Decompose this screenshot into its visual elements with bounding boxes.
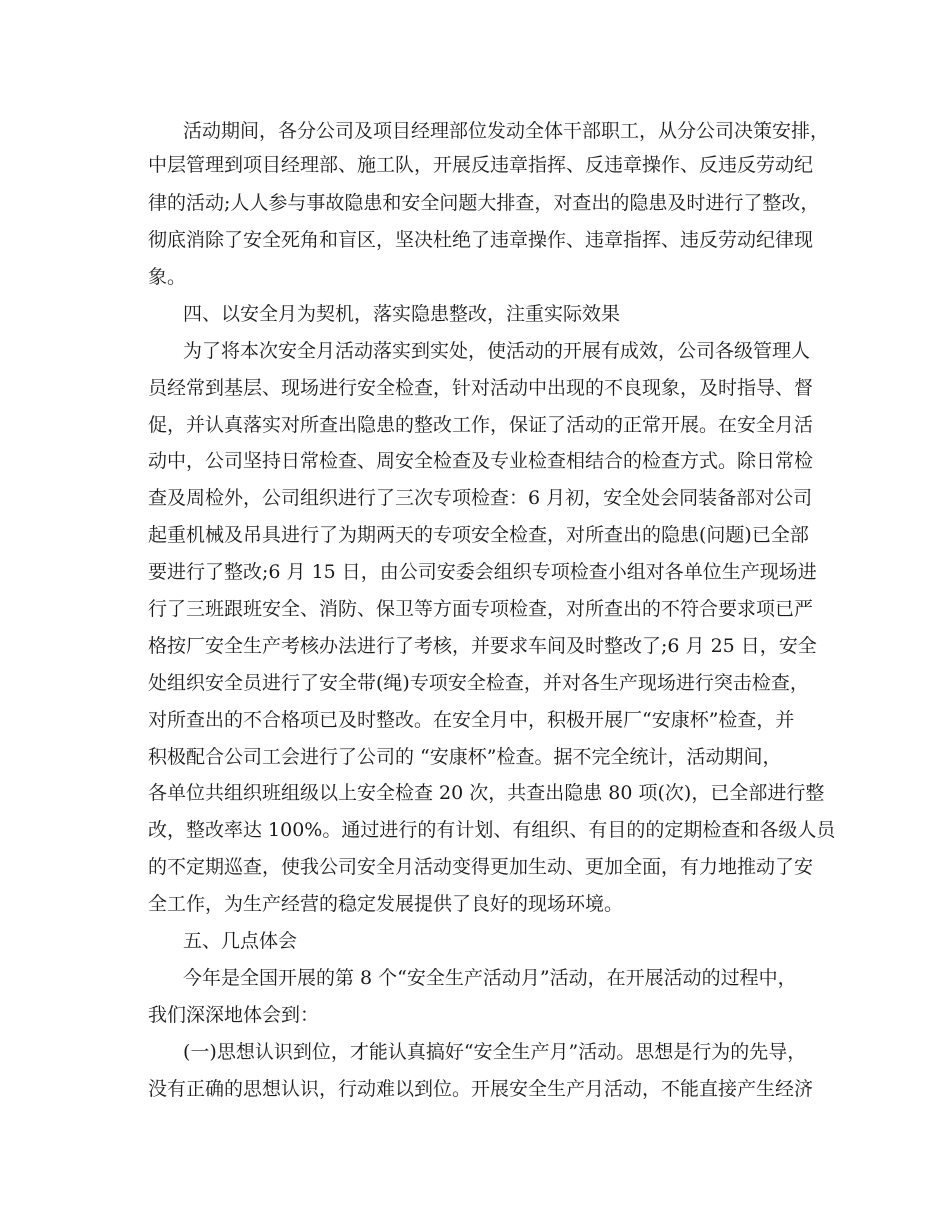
paragraph-line: (一)思想认识到位，才能认真搞好“安全生产月”活动。思想是行为的先导， <box>183 1041 807 1063</box>
paragraph-line: 起重机械及吊具进行了为期两天的专项安全检查，对所查出的隐患(问题)已全部 <box>148 524 809 546</box>
paragraph-line: 动中，公司坚持日常检查、周安全检查及专业检查相结合的检查方式。除日常检 <box>148 450 814 472</box>
paragraph-line: 格按厂安全生产考核办法进行了考核，并要求车间及时整改了;6 月 25 日，安全 <box>148 635 817 657</box>
paragraph-line: 今年是全国开展的第 8 个“安全生产活动月”活动，在开展活动的过程中， <box>183 967 797 989</box>
paragraph-line: 各单位共组织班组级以上安全检查 20 次，共查出隐患 80 项(次)，已全部进行整 <box>148 782 825 804</box>
paragraph-line: 促，并认真落实对所查出隐患的整改工作，保证了活动的正常开展。在安全月活 <box>148 414 814 436</box>
paragraph-line: 的不定期巡查，使我公司安全月活动变得更加生动、更加全面，有力地推动了安 <box>148 856 814 878</box>
section-heading: 五、几点体会 <box>183 930 298 952</box>
paragraph-line: 活动期间，各分公司及项目经理部位发动全体干部职工，从分公司决策安排， <box>183 120 830 142</box>
paragraph-line: 要进行了整改;6 月 15 日，由公司安委会组织专项检查小组对各单位生产现场进 <box>148 561 817 583</box>
paragraph-line: 全工作，为生产经营的稳定发展提供了良好的现场环境。 <box>148 893 624 915</box>
paragraph-line: 行了三班跟班安全、消防、保卫等方面专项检查，对所查出的不符合要求项已严 <box>148 598 814 620</box>
paragraph-line: 查及周检外，公司组织进行了三次专项检查：6 月初，安全处会同装备部对公司 <box>148 487 813 509</box>
section-heading: 四、以安全月为契机，落实隐患整改，注重实际效果 <box>183 303 621 325</box>
paragraph-line: 改，整改率达 100%。通过进行的有计划、有组织、有目的的定期检查和各级人员 <box>148 819 836 841</box>
paragraph-line: 彻底消除了安全死角和盲区，坚决杜绝了违章操作、违章指挥、违反劳动纪律现 <box>148 229 814 251</box>
paragraph-line: 积极配合公司工会进行了公司的 “安康杯”检查。据不完全统计，活动期间， <box>148 746 782 768</box>
paragraph-line: 处组织安全员进行了安全带(绳)专项安全检查，并对各生产现场进行突击检查， <box>148 672 809 694</box>
paragraph-line: 律的活动;人人参与事故隐患和安全问题大排查，对查出的隐患及时进行了整改， <box>148 192 820 214</box>
paragraph-line: 为了将本次安全月活动落实到实处，使活动的开展有成效，公司各级管理人 <box>183 340 811 362</box>
paragraph-line: 对所查出的不合格项已及时整改。在安全月中，积极开展厂“安康杯”检查，并 <box>148 709 795 731</box>
paragraph-line: 我们深深地体会到： <box>148 1004 320 1026</box>
paragraph-line: 员经常到基层、现场进行安全检查，针对活动中出现的不良现象，及时指导、督 <box>148 377 814 399</box>
paragraph-line: 象。 <box>148 266 187 288</box>
paragraph-line: 没有正确的思想认识，行动难以到位。开展安全生产月活动，不能直接产生经济 <box>148 1078 814 1100</box>
paragraph-line: 中层管理到项目经理部、施工队，开展反违章指挥、反违章操作、反违反劳动纪 <box>148 154 814 176</box>
